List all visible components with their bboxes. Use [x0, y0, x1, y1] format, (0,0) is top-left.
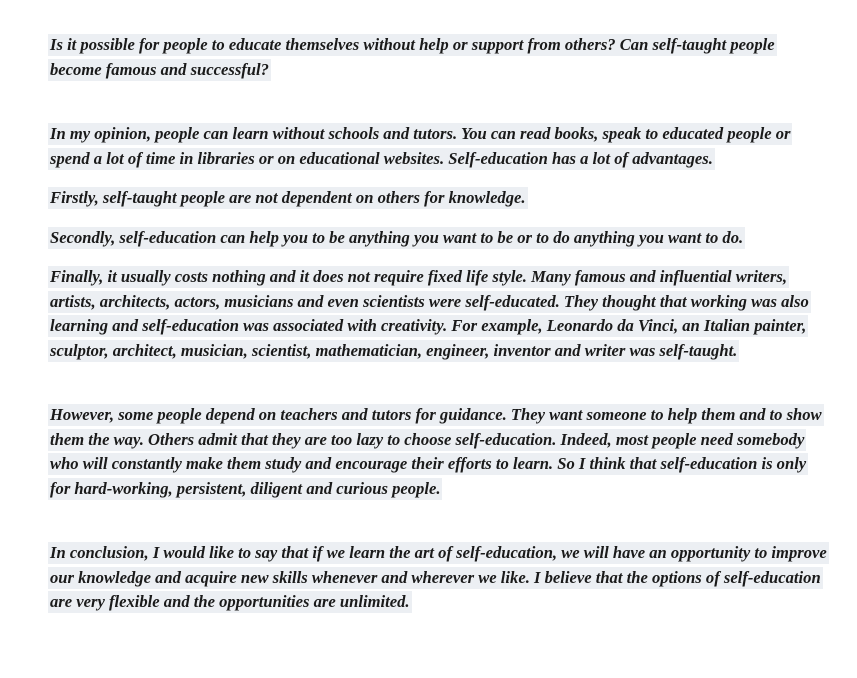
paragraph-however: However, some people depend on teachers and tutors for guidance. They want someone to help them and to show them the way. Others admit that they are too lazy to choose self-education. Indeed, most people need somebody who will constantly make them study and encourage their efforts to learn. So I think that self-education is only for hard-working, persistent, diligent and curious people.: [50, 405, 822, 498]
paragraph-conclusion: In conclusion, I would like to say that if we learn the art of self-education, we will have an opportunity to improve our knowledge and acquire new skills whenever and wherever we like. I believe that the options of self-education are very flexible and the opportunities are unlimited.: [50, 543, 827, 611]
spacer: [48, 171, 828, 186]
spacer: [48, 250, 828, 265]
document-body: [48, 33, 828, 615]
paragraph-intro: In my opinion, people can learn without schools and tutors. You can read books, speak to educated people or spend a lot of time in libraries or on educational websites. Self-education has a lot of advantages.: [50, 124, 791, 168]
spacer: [48, 363, 828, 403]
spacer: [48, 211, 828, 226]
spacer: [48, 501, 828, 541]
paragraph-firstly: Firstly, self-taught people are not dependent on others for knowledge.: [50, 188, 526, 207]
essay-question: Is it possible for people to educate themselves without help or support from others? Can self-taught people become famous and successful?: [50, 35, 775, 79]
spacer: [48, 82, 828, 122]
paragraph-finally: Finally, it usually costs nothing and it does not require fixed life style. Many famous and influential writers, artists, architects, actors, musicians and even scientists were self-educated. They thought that working was also learning and self-education was associated with creativity. For example, Leonardo da Vinci, an Italian painter, sculptor, architect, musician, scientist, mathematician, engineer, inventor and writer was self-taught.: [50, 267, 809, 360]
paragraph-secondly: Secondly, self-education can help you to be anything you want to be or to do anything you want to do.: [50, 227, 744, 247]
